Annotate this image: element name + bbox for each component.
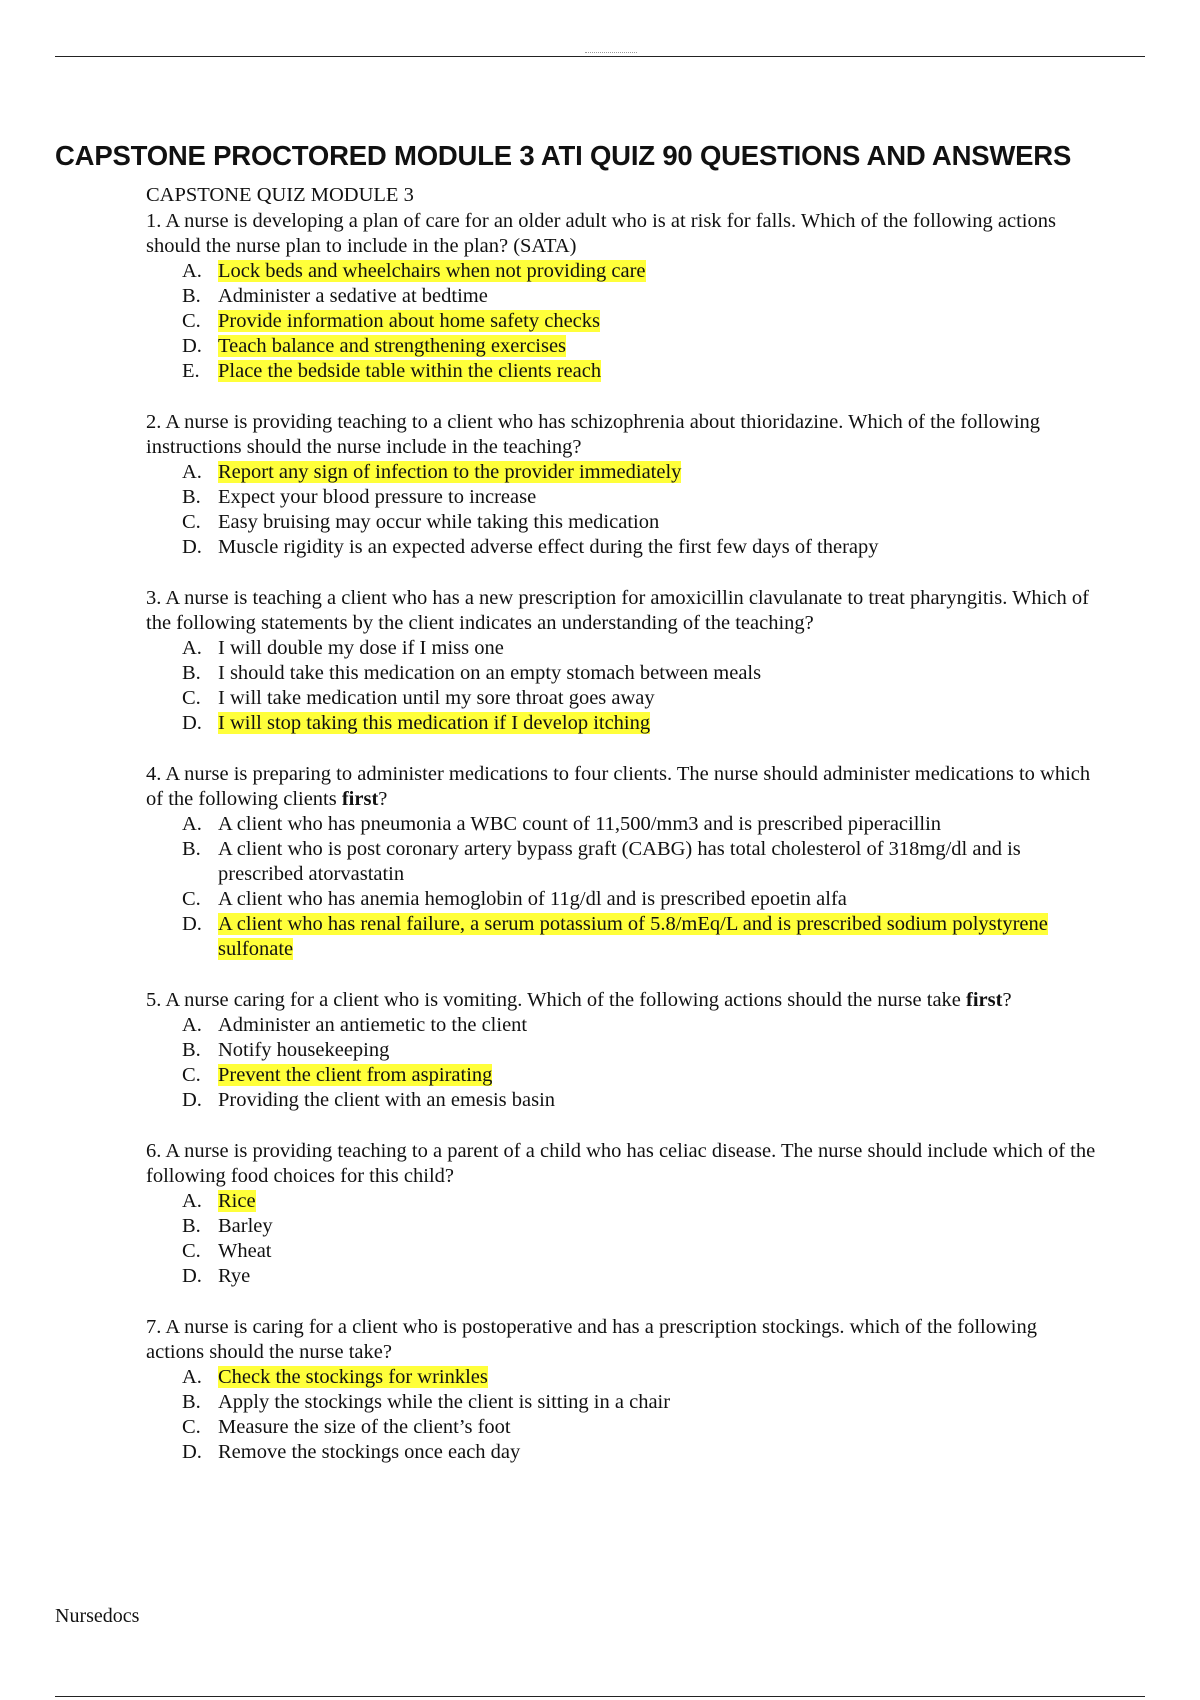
answer-option xyxy=(146,1239,1096,1264)
option-letter: B. xyxy=(182,1039,201,1061)
correct-answer-highlight: Provide information about home safety checks xyxy=(218,310,600,332)
correct-answer-highlight: Rice xyxy=(218,1190,256,1212)
question-stem: 2. A nurse is providing teaching to a client who has schizophrenia about thioridazine. Which of the following instructions should the nurse include in the teaching? xyxy=(146,411,1041,458)
correct-answer-highlight: Prevent the client from aspirating xyxy=(218,1064,493,1086)
option-text: Wheat xyxy=(218,1240,272,1262)
header-rule-mark xyxy=(585,52,637,53)
option-text: Providing the client with an emesis basin xyxy=(218,1089,556,1111)
correct-answer-highlight: I will stop taking this medication if I develop itching xyxy=(218,712,651,734)
option-text: Measure the size of the client’s foot xyxy=(218,1416,511,1438)
answer-option xyxy=(146,636,1096,661)
question-7 xyxy=(146,1315,1096,1465)
option-text-wrap xyxy=(218,661,1096,686)
answer-option xyxy=(146,1365,1096,1390)
option-text: Administer a sedative at bedtime xyxy=(218,285,488,307)
option-letter: A. xyxy=(182,1190,202,1212)
option-text-wrap xyxy=(218,912,1096,962)
option-letter: D. xyxy=(182,1265,202,1287)
option-text: Muscle rigidity is an expected adverse effect during the first few days of therapy xyxy=(218,536,879,558)
option-text: Remove the stockings once each day xyxy=(218,1441,521,1463)
answer-option xyxy=(146,1189,1096,1214)
option-letter: A. xyxy=(182,1014,202,1036)
option-text-wrap xyxy=(218,686,1096,711)
option-text-wrap xyxy=(218,535,1096,560)
option-text-wrap xyxy=(218,1189,1096,1214)
option-text-wrap xyxy=(218,1013,1096,1038)
question-1 xyxy=(146,209,1096,384)
option-letter: A. xyxy=(182,260,202,282)
option-text-wrap xyxy=(218,711,1096,736)
footer-rule xyxy=(55,1696,1145,1697)
option-letter: A. xyxy=(182,461,202,483)
option-text-wrap xyxy=(218,485,1096,510)
answer-options xyxy=(146,259,1096,384)
question-stem-text: 5. A nurse caring for a client who is vomiting. Which of the following actions should the nurse take xyxy=(146,989,967,1011)
option-letter: B. xyxy=(182,1215,201,1237)
option-letter: A. xyxy=(182,813,202,835)
question-stem-emphasis: first xyxy=(341,788,379,810)
option-text-wrap xyxy=(218,259,1096,284)
question-stem: 6. A nurse is providing teaching to a parent of a child who has celiac disease. The nurse should include which of the following food choices for this child? xyxy=(146,1140,1096,1187)
option-text: A client who has anemia hemoglobin of 11g/dl and is prescribed epoetin alfa xyxy=(218,888,847,910)
quiz-subtitle: CAPSTONE QUIZ MODULE 3 xyxy=(146,184,414,206)
option-letter: C. xyxy=(182,1064,201,1086)
option-text-wrap xyxy=(218,1038,1096,1063)
option-text: Expect your blood pressure to increase xyxy=(218,486,537,508)
option-text-wrap xyxy=(218,359,1096,384)
answer-option xyxy=(146,535,1096,560)
document-body xyxy=(146,183,1096,1491)
answer-option xyxy=(146,1088,1096,1113)
option-text: A client who is post coronary artery bypass graft (CABG) has total cholesterol of 318mg/dl and is prescribed atorvastatin xyxy=(218,838,1021,885)
option-text-wrap xyxy=(218,1390,1096,1415)
answer-option xyxy=(146,259,1096,284)
option-text: I will take medication until my sore throat goes away xyxy=(218,687,655,709)
option-letter: C. xyxy=(182,511,201,533)
answer-options xyxy=(146,636,1096,736)
option-letter: C. xyxy=(182,888,201,910)
answer-option xyxy=(146,510,1096,535)
answer-option xyxy=(146,1440,1096,1465)
answer-options xyxy=(146,1189,1096,1289)
option-text: Administer an antiemetic to the client xyxy=(218,1014,528,1036)
answer-options xyxy=(146,1013,1096,1113)
correct-answer-highlight: Teach balance and strengthening exercises xyxy=(218,335,567,357)
answer-option xyxy=(146,309,1096,334)
option-letter: B. xyxy=(182,285,201,307)
answer-options xyxy=(146,812,1096,962)
option-text-wrap xyxy=(218,1214,1096,1239)
option-text-wrap xyxy=(218,1264,1096,1289)
option-text-wrap xyxy=(218,460,1096,485)
question-stem-end: ? xyxy=(1002,989,1012,1011)
option-letter: C. xyxy=(182,687,201,709)
option-text-wrap xyxy=(218,1365,1096,1390)
answer-option xyxy=(146,1038,1096,1063)
option-letter: A. xyxy=(182,1366,202,1388)
option-letter: B. xyxy=(182,662,201,684)
question-stem-end: ? xyxy=(378,788,388,810)
footer-brand: Nursedocs xyxy=(55,1605,140,1627)
answer-option xyxy=(146,460,1096,485)
question-stem: 1. A nurse is developing a plan of care for an older adult who is at risk for falls. Which of the following actions should the nurse plan to include in the plan? (SATA) xyxy=(146,210,1056,257)
option-text-wrap xyxy=(218,1415,1096,1440)
option-text-wrap xyxy=(218,284,1096,309)
question-5 xyxy=(146,988,1096,1113)
option-letter: C. xyxy=(182,310,201,332)
option-text-wrap xyxy=(218,887,1096,912)
answer-option xyxy=(146,485,1096,510)
answer-options xyxy=(146,460,1096,560)
answer-option xyxy=(146,1214,1096,1239)
question-list xyxy=(146,209,1096,1465)
question-4 xyxy=(146,762,1096,962)
answer-option xyxy=(146,359,1096,384)
option-letter: E. xyxy=(182,360,200,382)
option-letter: C. xyxy=(182,1240,201,1262)
option-letter: C. xyxy=(182,1416,201,1438)
correct-answer-highlight: Place the bedside table within the clients reach xyxy=(218,360,602,382)
option-letter: D. xyxy=(182,536,202,558)
option-text: Notify housekeeping xyxy=(218,1039,390,1061)
option-text-wrap xyxy=(218,1239,1096,1264)
answer-option xyxy=(146,334,1096,359)
option-text: Rye xyxy=(218,1265,251,1287)
answer-option xyxy=(146,1264,1096,1289)
question-stem-text: 4. A nurse is preparing to administer medications to four clients. The nurse should administer medications to which of the following clients xyxy=(146,763,1091,810)
option-letter: D. xyxy=(182,913,202,935)
option-letter: D. xyxy=(182,712,202,734)
option-text-wrap xyxy=(218,510,1096,535)
question-stem: 3. A nurse is teaching a client who has a new prescription for amoxicillin clavulanate to treat pharyngitis. Which of the following statements by the client indicates an understanding of the teaching? xyxy=(146,587,1089,634)
correct-answer-highlight: Report any sign of infection to the provider immediately xyxy=(218,461,682,483)
question-6 xyxy=(146,1139,1096,1289)
option-letter: D. xyxy=(182,1089,202,1111)
answer-option xyxy=(146,1063,1096,1088)
option-letter: B. xyxy=(182,1391,201,1413)
answer-option xyxy=(146,837,1096,887)
option-letter: B. xyxy=(182,486,201,508)
option-letter: D. xyxy=(182,335,202,357)
option-text: I should take this medication on an empty stomach between meals xyxy=(218,662,762,684)
option-text-wrap xyxy=(218,812,1096,837)
option-letter: B. xyxy=(182,838,201,860)
answer-option xyxy=(146,812,1096,837)
correct-answer-highlight: A client who has renal failure, a serum potassium of 5.8/mEq/L and is prescribed sodium polystyrene sulfonate xyxy=(218,913,1048,960)
option-letter: D. xyxy=(182,1441,202,1463)
question-stem: 7. A nurse is caring for a client who is postoperative and has a prescription stockings. which of the following actions should the nurse take? xyxy=(146,1316,1037,1363)
option-letter: A. xyxy=(182,637,202,659)
answer-option xyxy=(146,1390,1096,1415)
header-rule xyxy=(55,56,1145,57)
option-text-wrap xyxy=(218,636,1096,661)
answer-options xyxy=(146,1365,1096,1465)
question-2 xyxy=(146,410,1096,560)
option-text-wrap xyxy=(218,1088,1096,1113)
question-stem xyxy=(146,988,1096,1013)
option-text: A client who has pneumonia a WBC count of 11,500/mm3 and is prescribed piperacillin xyxy=(218,813,942,835)
answer-option xyxy=(146,887,1096,912)
answer-option xyxy=(146,686,1096,711)
answer-option xyxy=(146,1013,1096,1038)
option-text: Apply the stockings while the client is sitting in a chair xyxy=(218,1391,671,1413)
correct-answer-highlight: Check the stockings for wrinkles xyxy=(218,1366,488,1388)
answer-option xyxy=(146,1415,1096,1440)
question-stem xyxy=(146,762,1096,812)
question-stem-emphasis: first xyxy=(966,989,1003,1011)
answer-option xyxy=(146,661,1096,686)
option-text-wrap xyxy=(218,1440,1096,1465)
answer-option xyxy=(146,711,1096,736)
option-text-wrap xyxy=(218,1063,1096,1088)
document-title: CAPSTONE PROCTORED MODULE 3 ATI QUIZ 90 QUESTIONS AND ANSWERS xyxy=(55,140,1072,171)
option-text-wrap xyxy=(218,334,1096,359)
option-text-wrap xyxy=(218,309,1096,334)
option-text-wrap xyxy=(218,837,1096,887)
option-text: I will double my dose if I miss one xyxy=(218,637,504,659)
question-3 xyxy=(146,586,1096,736)
option-text: Barley xyxy=(218,1215,273,1237)
answer-option xyxy=(146,912,1096,962)
correct-answer-highlight: Lock beds and wheelchairs when not providing care xyxy=(218,260,646,282)
answer-option xyxy=(146,284,1096,309)
option-text: Easy bruising may occur while taking this medication xyxy=(218,511,660,533)
